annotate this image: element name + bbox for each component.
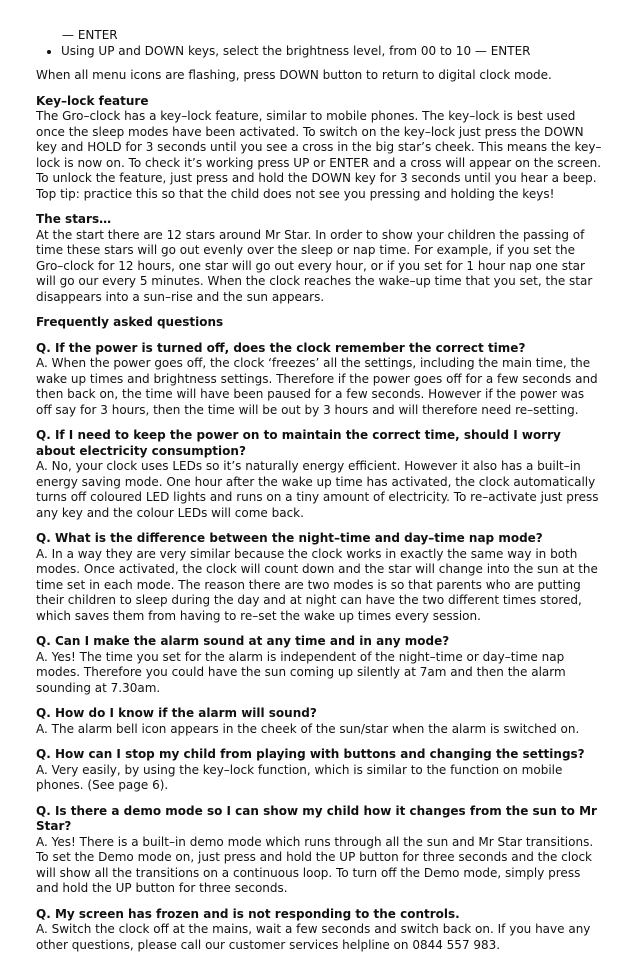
keylock-body: The Gro–clock has a key–lock feature, similar to mobile phones. The key–lock is best used once the sleep modes have been activated. To switch on the key–lock just press the DOWN key and HOLD for 3 seconds until you see a cross in the big star’s cheek. This means the key–lock is now on. To check it’s working press UP or ENTER and a cross will appear on the screen. To unlock the feature, just press and hold the DOWN key for 3 seconds until you hear a beep. Top tip: practice this so that the child does not see you pressing and holding the keys! [36, 109, 602, 202]
faq-question: Q. Is there a demo mode so I can show my child how it changes from the sun to Mr Star? [36, 804, 602, 835]
keylock-section [36, 94, 602, 203]
faq-question: Q. If I need to keep the power on to maintain the correct time, should I worry about electricity consumption? [36, 428, 602, 459]
faq-item [36, 634, 602, 696]
faq-item [36, 428, 602, 521]
faq-question: Q. What is the difference between the night–time and day–time nap mode? [36, 531, 602, 547]
brightness-step-list [36, 44, 602, 60]
faq-item [36, 531, 602, 624]
faq-question: Q. If the power is turned off, does the clock remember the correct time? [36, 341, 602, 357]
faq-question: Q. My screen has frozen and is not responding to the controls. [36, 907, 602, 923]
faq-answer: A. When the power goes off, the clock ‘freezes’ all the settings, including the main time, the wake up times and brightness settings. Therefore if the power goes off for a few seconds and then back on, the time will have been paused for a few seconds. However if the power was off say for 3 hours, then the time will be out by 3 hours and will therefore need re–setting. [36, 356, 602, 418]
faq-item [36, 907, 602, 953]
faq-question: Q. How can I stop my child from playing with buttons and changing the settings? [36, 747, 602, 763]
faq-answer: A. Yes! There is a built–in demo mode which runs through all the sun and Mr Star transitions. To set the Demo mode on, just press and hold the UP button for three seconds and the clock will show all the transitions on a continuous loop. To turn off the Demo mode, simply press and hold the UP button for three seconds. [36, 835, 602, 897]
return-instruction-text: When all menu icons are flashing, press DOWN button to return to digital clock mode. [36, 68, 602, 84]
stars-heading: The stars… [36, 212, 602, 228]
faq-answer: A. No, your clock uses LEDs so it’s naturally energy efficient. However it also has a built–in energy saving mode. One hour after the wake up time has activated, the clock automatically turns off coloured LED lights and runs on a tiny amount of electricity. To re–activate just press any key and the colour LEDs will come back. [36, 459, 602, 521]
faq-item [36, 706, 602, 737]
faq-answer: A. The alarm bell icon appears in the cheek of the sun/star when the alarm is switched on. [36, 722, 602, 738]
faq-section [36, 315, 602, 953]
brightness-step-item: • Using UP and DOWN keys, select the brightness level, from 00 to 10 — ENTER [61, 44, 602, 60]
faq-question: Q. How do I know if the alarm will sound? [36, 706, 602, 722]
faq-answer: A. Yes! The time you set for the alarm is independent of the night–time or day–time nap modes. Therefore you could have the sun coming up silently at 7am and then the alarm sounding at 7.30am. [36, 650, 602, 697]
faq-heading: Frequently asked questions [36, 315, 602, 331]
faq-item [36, 804, 602, 897]
stars-body: At the start there are 12 stars around Mr Star. In order to show your children the passing of time these stars will go out evenly over the sleep or nap time. For example, if you set the Gro–clock for 12 hours, one star will go out every hour, or if you set for 1 hour nap one star will go our every 5 minutes. When the clock reaches the wake–up time that you set, the star disappears into a sun–rise and the sun appears. [36, 228, 602, 306]
faq-answer: A. In a way they are very similar because the clock works in exactly the same way in both modes. Once activated, the clock will count down and the star will change into the sun at the time set in each mode. The reason there are two modes is so that parents who are putting their children to sleep during the day and at night can have the two different times stored, which saves them from having to re–set the wake up times every session. [36, 547, 602, 625]
stars-section [36, 212, 602, 305]
keylock-heading: Key–lock feature [36, 94, 602, 110]
faq-item [36, 747, 602, 794]
faq-question: Q. Can I make the alarm sound at any time and in any mode? [36, 634, 602, 650]
faq-answer: A. Very easily, by using the key–lock function, which is similar to the function on mobile phones. (See page 6). [36, 763, 602, 794]
faq-item [36, 341, 602, 419]
continued-step-text: — ENTER [62, 28, 602, 44]
faq-answer: A. Switch the clock off at the mains, wait a few seconds and switch back on. If you have any other questions, please call our customer services helpline on 0844 557 983. [36, 922, 602, 953]
